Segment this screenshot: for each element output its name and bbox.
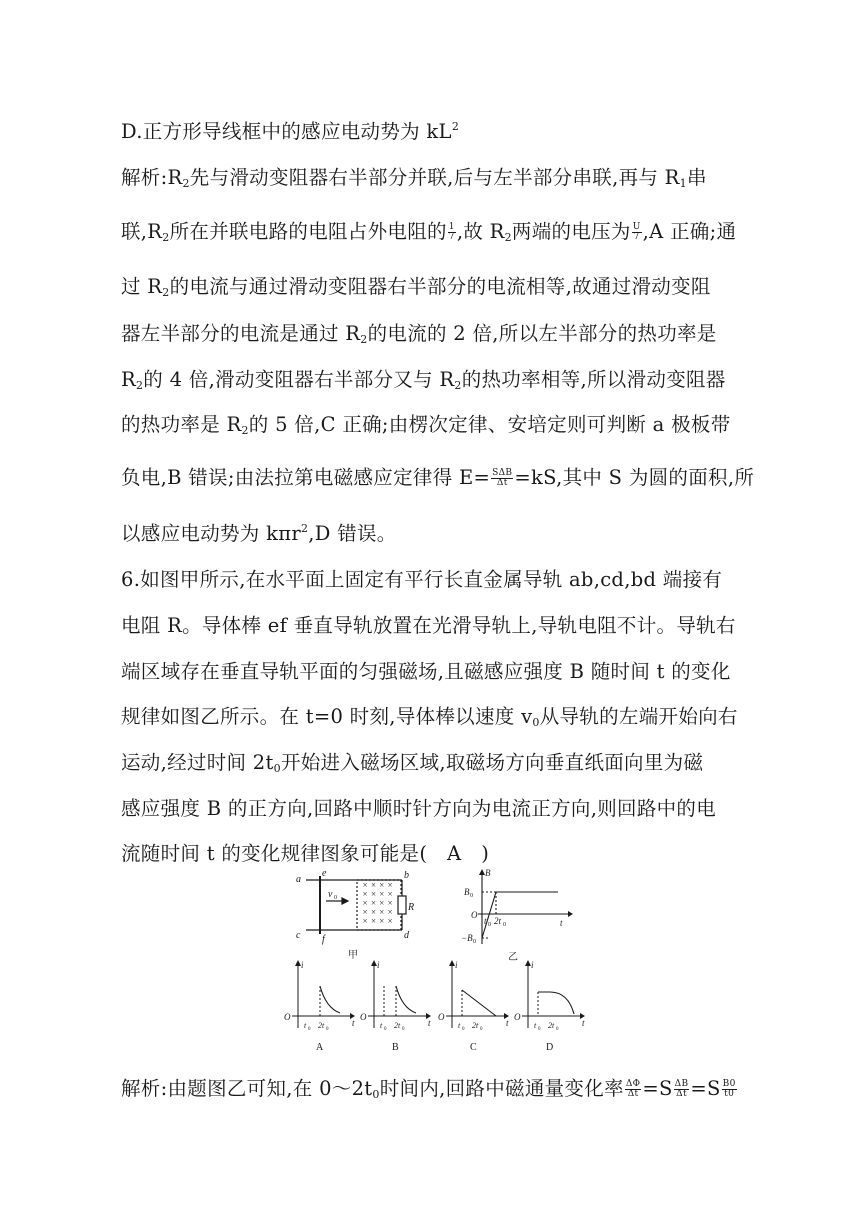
option-letter: C xyxy=(470,1042,477,1053)
analysis1-line7 xyxy=(121,462,754,490)
text: 解析:R xyxy=(121,166,183,189)
fraction-sdb-dt xyxy=(491,469,513,488)
label-t0: t xyxy=(304,1021,307,1030)
text: 串 xyxy=(686,166,707,189)
label-i: i xyxy=(455,960,458,970)
label-t0-sub: 0 xyxy=(462,1027,465,1032)
frac-den: 7 xyxy=(633,232,640,242)
text: 开始进入磁场区域,取磁场方向垂直纸面向里为磁 xyxy=(280,751,704,774)
frac-num: 1 xyxy=(448,222,455,232)
text: 的热功率是 R xyxy=(121,413,242,436)
text: 两端的电压为 xyxy=(511,220,631,243)
label-t0: t xyxy=(484,916,487,926)
label-t0: t xyxy=(534,1021,537,1030)
q6-line1 xyxy=(121,564,722,592)
frac-num: ΔΦ xyxy=(625,1079,641,1089)
analysis2-line1 xyxy=(121,1073,738,1101)
current-curve xyxy=(396,986,416,1013)
q6-line2 xyxy=(121,610,736,638)
label-t0-sub: 0 xyxy=(488,922,491,928)
label-2t0-sub: 0 xyxy=(503,922,506,928)
text: 先与滑动变阻器右半部分并联,后与左半部分串联,再与 R xyxy=(189,166,680,189)
label-2t0: 2t xyxy=(548,1021,555,1030)
label-t: t xyxy=(506,1018,509,1028)
text: 6.如图甲所示,在水平面上固定有平行长直金属导轨 ab,cd,bd 端接有 xyxy=(121,568,723,591)
label-b-axis: B xyxy=(485,868,491,878)
text: ,D 错误。 xyxy=(308,522,397,545)
sup: 2 xyxy=(300,522,309,535)
label-i: i xyxy=(301,960,304,970)
frac-num: SΔB xyxy=(492,468,513,478)
q6-line3 xyxy=(121,656,731,684)
analysis1-line5 xyxy=(121,364,726,392)
cross: × × × × xyxy=(362,898,394,908)
option-graph-a xyxy=(284,960,355,1053)
label-t0-sub: 0 xyxy=(308,1027,311,1032)
label-a: a xyxy=(296,874,301,885)
sub: 0 xyxy=(532,716,540,729)
label-b: b xyxy=(404,870,409,881)
cross: × × × × xyxy=(362,907,394,917)
label-t: t xyxy=(352,1018,355,1028)
text: =S xyxy=(642,1077,673,1100)
resistor-r xyxy=(398,896,406,914)
label-2t0-sub: 0 xyxy=(480,1027,483,1032)
text: 过 R xyxy=(121,275,163,298)
text: 负电,B 错误;由法拉第电磁感应定律得 E= xyxy=(121,466,491,489)
text: 器左半部分的电流是通过 R xyxy=(121,322,361,345)
text: 的 5 倍,C 正确;由楞次定律、安培定则可判断 a 极板带 xyxy=(248,413,731,436)
text: ,A 正确;通 xyxy=(642,220,737,243)
text: 流随时间 t 的变化规律图象可能是( A ) xyxy=(121,842,490,865)
cross: × × × × xyxy=(362,889,394,899)
fraction-db-dt xyxy=(674,1080,690,1099)
arrow-t xyxy=(568,911,573,917)
text: 的电流与通过滑动变阻器右半部分的电流相等,故通过滑动变阻 xyxy=(169,275,711,298)
option-graphs xyxy=(284,960,585,1053)
fraction-1-7 xyxy=(448,223,456,242)
figure-svg xyxy=(282,866,602,1056)
label-v: v xyxy=(328,889,333,900)
q6-line4 xyxy=(121,701,738,729)
sub: 2 xyxy=(360,333,368,346)
fraction-dphi-dt xyxy=(625,1080,641,1099)
text: 时间内,回路中磁通量变化率 xyxy=(379,1077,624,1100)
frac-num: B0 xyxy=(722,1079,736,1089)
text: 规律如图乙所示。在 t=0 时刻,导体棒以速度 v xyxy=(121,705,533,728)
analysis1-line2 xyxy=(121,216,736,244)
label-c: c xyxy=(296,930,301,941)
label-o: O xyxy=(284,1012,291,1022)
text: 感应强度 B 的正方向,回路中顺时针方向为电流正方向,则回路中的电 xyxy=(121,797,717,820)
text: 的电流的 2 倍,所以左半部分的热功率是 xyxy=(367,322,717,345)
frac-den: Δt xyxy=(627,1089,639,1099)
fraction-b0-t0 xyxy=(722,1080,737,1099)
current-curve xyxy=(538,992,574,1014)
label-neg-b0: −B xyxy=(461,933,473,943)
cross: × × × × xyxy=(362,880,394,890)
option-letter: B xyxy=(392,1042,399,1053)
text: R xyxy=(121,368,136,391)
current-curve xyxy=(320,986,340,1013)
label-b0: B xyxy=(464,887,470,897)
field-crosses xyxy=(362,880,393,926)
analysis1-line3 xyxy=(121,271,711,299)
sub: 2 xyxy=(504,231,512,244)
sub: 0 xyxy=(273,762,281,775)
label-t0-sub: 0 xyxy=(538,1027,541,1032)
label-t0: t xyxy=(380,1021,383,1030)
label-v-sub: 0 xyxy=(334,895,337,901)
option-graph-d xyxy=(514,960,585,1053)
label-i: i xyxy=(531,960,534,970)
option-graph-b xyxy=(360,960,431,1053)
sub: 2 xyxy=(162,286,170,299)
sub: 0 xyxy=(372,1088,380,1101)
option-d xyxy=(121,116,459,144)
caption-yi: 乙 xyxy=(508,952,518,963)
label-o: O xyxy=(514,1012,521,1022)
sub: 2 xyxy=(162,231,170,244)
fraction-u-7 xyxy=(632,223,642,242)
text: 联,R xyxy=(121,220,163,243)
label-d: d xyxy=(404,930,409,941)
option-graph-c xyxy=(438,960,509,1053)
frac-den: Δt xyxy=(676,1089,687,1099)
label-neg-b0-sub: 0 xyxy=(473,939,476,945)
frac-num: ΔB xyxy=(674,1079,689,1089)
label-t: t xyxy=(560,918,563,928)
label-e: e xyxy=(322,868,327,879)
label-t: t xyxy=(582,1018,585,1028)
text: 解析:由题图乙可知,在 0～2t xyxy=(121,1077,373,1100)
q6-line5 xyxy=(121,747,703,775)
analysis1-line6 xyxy=(121,409,731,437)
frac-den: t0 xyxy=(724,1089,735,1099)
text: 从导轨的左端开始向右 xyxy=(539,705,738,728)
label-f: f xyxy=(322,934,325,945)
option-d-text: D.正方形导线框中的感应电动势为 kL xyxy=(121,120,452,143)
cross: × × × × xyxy=(362,916,394,926)
b-curve xyxy=(482,892,558,938)
label-2t0: 2t xyxy=(494,916,502,926)
text: ,故 R xyxy=(456,220,505,243)
text: 的 4 倍,滑动变阻器右半部分又与 R xyxy=(143,368,455,391)
label-o: O xyxy=(471,910,478,920)
text: =S xyxy=(690,1077,721,1100)
text: 电阻 R。导体棒 ef 垂直导轨放置在光滑导轨上,导轨电阻不计。导轨右 xyxy=(121,614,736,637)
label-2t0: 2t xyxy=(394,1021,401,1030)
label-2t0: 2t xyxy=(318,1021,325,1030)
option-d-sup: 2 xyxy=(451,120,460,133)
label-t0-sub: 0 xyxy=(384,1027,387,1032)
sub: 1 xyxy=(679,177,687,190)
label-o: O xyxy=(360,1012,367,1022)
text: =kS,其中 S 为圆的面积,所 xyxy=(514,466,755,489)
label-2t0-sub: 0 xyxy=(326,1027,329,1032)
label-b0-sub: 0 xyxy=(470,893,473,899)
label-2t0: 2t xyxy=(472,1021,479,1030)
label-i: i xyxy=(377,960,380,970)
figure-group xyxy=(282,866,602,1060)
label-t0: t xyxy=(458,1021,461,1030)
option-letter: D xyxy=(546,1042,554,1053)
frac-den: Δt xyxy=(496,478,508,488)
caption-jia: 甲 xyxy=(348,950,358,961)
label-2t0-sub: 0 xyxy=(556,1027,559,1032)
frac-num: U xyxy=(632,222,641,232)
sub: 2 xyxy=(182,177,190,190)
text: 以感应电动势为 kπr xyxy=(121,522,301,545)
q6-line6 xyxy=(121,793,716,821)
text: 运动,经过时间 2t xyxy=(121,751,274,774)
option-letter: A xyxy=(316,1042,324,1053)
sub: 2 xyxy=(241,424,249,437)
q6-line7 xyxy=(121,838,489,866)
figure-yi xyxy=(478,874,570,944)
text: 的热功率相等,所以滑动变阻器 xyxy=(461,368,726,391)
current-curve xyxy=(462,990,496,1016)
label-r: R xyxy=(408,902,415,913)
label-o: O xyxy=(438,1012,445,1022)
sub: 2 xyxy=(135,379,144,392)
analysis1-line1 xyxy=(121,162,707,190)
sub: 2 xyxy=(454,379,462,392)
text: 端区域存在垂直导轨平面的匀强磁场,且磁感应强度 B 随时间 t 的变化 xyxy=(121,660,731,683)
velocity-arrowhead xyxy=(342,898,348,904)
frac-den: 7 xyxy=(448,232,455,242)
label-t: t xyxy=(428,1018,431,1028)
text: 所在并联电路的电阻占外电阻的 xyxy=(169,220,447,243)
label-2t0-sub: 0 xyxy=(402,1027,405,1032)
analysis1-line8 xyxy=(121,518,397,546)
analysis1-line4 xyxy=(121,318,717,346)
